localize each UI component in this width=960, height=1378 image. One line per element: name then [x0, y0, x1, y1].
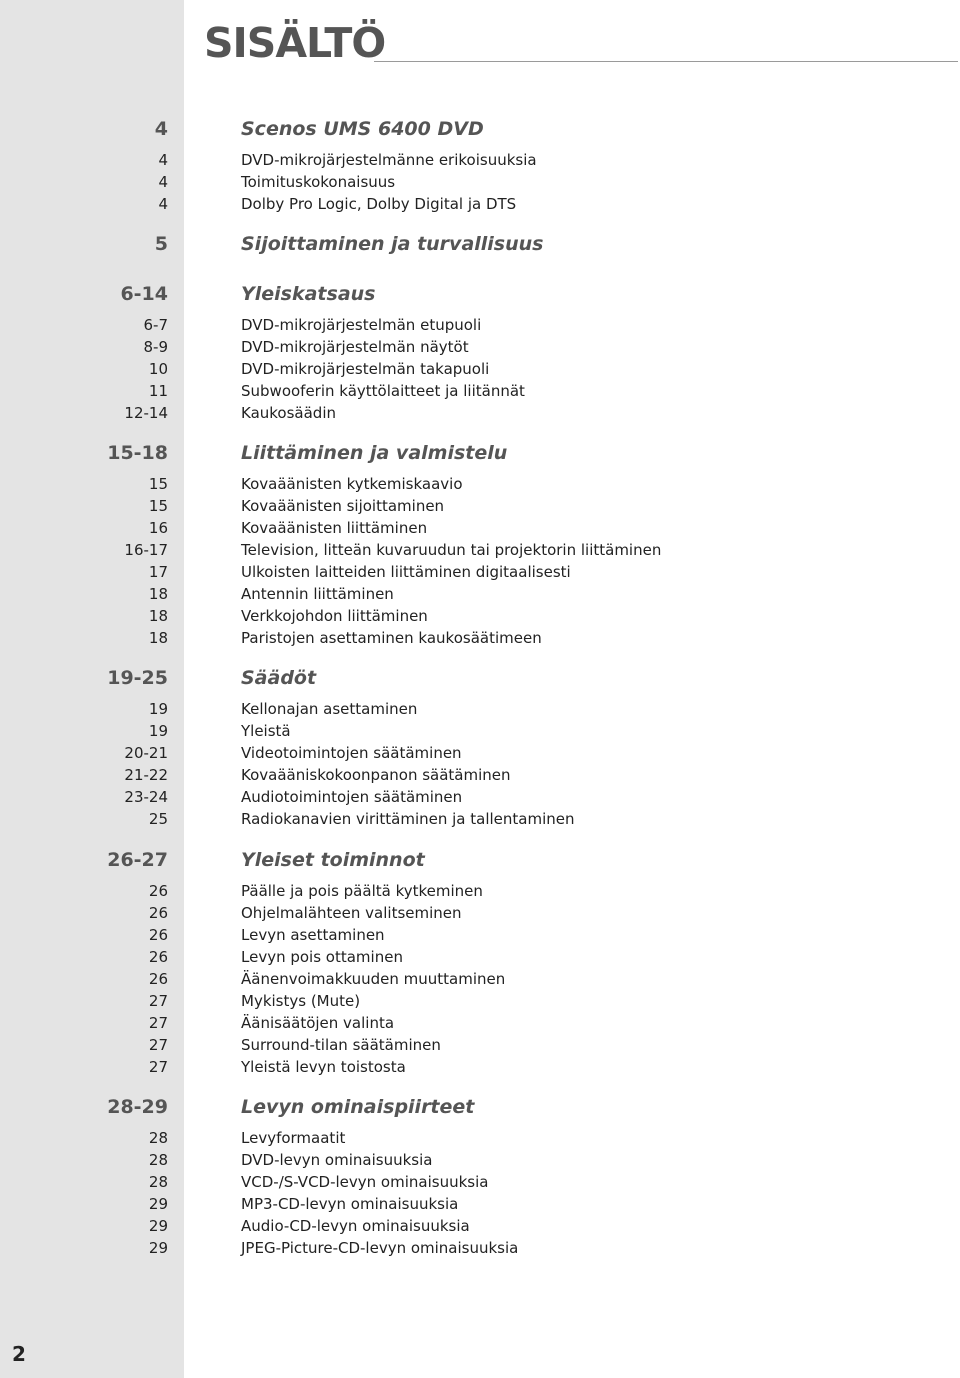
entry-page-number: 26 [148, 904, 168, 922]
entry-label: Levyn pois ottaminen [241, 947, 403, 966]
section-page-number: 6-14 [120, 283, 168, 305]
entry-page-number: 4 [158, 172, 168, 191]
section-title: Sijoittaminen ja turvallisuus [241, 233, 544, 255]
section-title: Scenos UMS 6400 DVD [241, 118, 484, 140]
entry-page-number: 19 [148, 700, 168, 718]
entry-page-number: 6-7 [143, 316, 168, 334]
entry-label: Ohjelmalähteen valitseminen [241, 904, 462, 922]
entry-label: VCD-/S-VCD-levyn ominaisuuksia [241, 1172, 489, 1191]
entry-label: Dolby Pro Logic, Dolby Digital ja DTS [241, 194, 517, 213]
entry-label: Kellonajan asettaminen [241, 700, 418, 718]
entry-page-number: 29 [148, 1216, 168, 1235]
entry-page-number: 26 [148, 969, 168, 988]
entry-label: Äänisäätöjen valinta [241, 1013, 395, 1032]
entry-label: Kaukosäädin [241, 403, 336, 422]
entry-page-number: 25 [148, 809, 168, 828]
section-page-number: 15-18 [107, 442, 168, 464]
entry-label: Audiotoimintojen säätäminen [241, 787, 463, 806]
entry-label: Videotoimintojen säätäminen [241, 743, 462, 762]
entry-label: Paristojen asettaminen kaukosäätimeen [241, 628, 542, 647]
entry-label: Subwooferin käyttölaitteet ja liitännät [241, 381, 525, 400]
entry-label: Mykistys (Mute) [241, 991, 361, 1010]
entry-label: Surround-tilan säätäminen [241, 1035, 441, 1054]
entry-label: DVD-mikrojärjestelmän etupuoli [241, 316, 482, 334]
entry-label: Levyn asettaminen [241, 925, 385, 944]
entry-page-number: 12-14 [124, 403, 168, 422]
entry-page-number: 29 [148, 1194, 168, 1213]
entry-page-number: 15 [148, 475, 168, 493]
entry-page-number: 27 [148, 1035, 168, 1054]
entry-label: DVD-mikrojärjestelmän takapuoli [241, 359, 490, 378]
page-number: 2 [12, 1342, 26, 1366]
entry-page-number: 27 [148, 1057, 168, 1076]
entry-page-number: 18 [148, 606, 168, 625]
section-title: Yleiset toiminnot [241, 849, 425, 871]
entry-page-number: 11 [148, 381, 168, 400]
entry-page-number: 29 [148, 1238, 168, 1257]
entry-label: Kovaäänisten kytkemiskaavio [241, 475, 463, 493]
entry-label: Yleistä levyn toistosta [241, 1057, 406, 1076]
entry-page-number: 26 [148, 882, 168, 900]
entry-page-number: 17 [148, 562, 168, 581]
entry-page-number: 16 [148, 518, 168, 537]
section-title: Yleiskatsaus [241, 283, 376, 305]
entry-label: Radiokanavien virittäminen ja tallentaminen [241, 809, 575, 828]
entry-label: Kovaääniskokoonpanon säätäminen [241, 765, 511, 784]
entry-page-number: 21-22 [124, 765, 168, 784]
entry-page-number: 18 [148, 584, 168, 603]
entry-page-number: 28 [148, 1129, 168, 1147]
section-title: Liittäminen ja valmistelu [241, 442, 508, 464]
entry-label: Television, litteän kuvaruudun tai projektorin liittäminen [241, 540, 662, 559]
section-page-number: 28-29 [107, 1096, 168, 1118]
entry-page-number: 26 [148, 947, 168, 966]
entry-label: DVD-mikrojärjestelmän näytöt [241, 337, 469, 356]
entry-page-number: 4 [158, 151, 168, 169]
entry-page-number: 23-24 [124, 787, 168, 806]
entry-label: Verkkojohdon liittäminen [241, 606, 428, 625]
entry-label: Kovaäänisten liittäminen [241, 518, 428, 537]
entry-page-number: 15 [148, 496, 168, 515]
entry-page-number: 28 [148, 1172, 168, 1191]
entry-page-number: 4 [158, 194, 168, 213]
entry-page-number: 28 [148, 1151, 168, 1169]
entry-label: Antennin liittäminen [241, 584, 394, 603]
entry-page-number: 10 [148, 359, 168, 378]
page-title: SISÄLTÖ [204, 19, 386, 67]
section-page-number: 26-27 [107, 849, 168, 871]
entry-label: DVD-levyn ominaisuuksia [241, 1151, 433, 1169]
title-rule [374, 61, 958, 62]
entry-page-number: 19 [148, 722, 168, 740]
entry-label: Levyformaatit [241, 1129, 346, 1147]
entry-page-number: 20-21 [124, 743, 168, 762]
entry-label: DVD-mikrojärjestelmänne erikoisuuksia [241, 151, 537, 169]
entry-label: Kovaäänisten sijoittaminen [241, 496, 445, 515]
section-page-number: 5 [154, 233, 168, 255]
entry-label: Audio-CD-levyn ominaisuuksia [241, 1216, 470, 1235]
entry-page-number: 27 [148, 1013, 168, 1032]
entry-label: Yleistä [241, 722, 291, 740]
section-title: Säädöt [241, 667, 317, 689]
entry-label: Äänenvoimakkuuden muuttaminen [241, 969, 506, 988]
entry-page-number: 18 [148, 628, 168, 647]
entry-page-number: 16-17 [124, 540, 168, 559]
entry-label: Ulkoisten laitteiden liittäminen digitaalisesti [241, 562, 571, 581]
entry-page-number: 27 [148, 991, 168, 1010]
entry-label: JPEG-Picture-CD-levyn ominaisuuksia [241, 1238, 519, 1257]
section-title: Levyn ominaispiirteet [241, 1096, 475, 1118]
entry-page-number: 26 [148, 925, 168, 944]
entry-page-number: 8-9 [143, 337, 168, 356]
entry-label: Toimituskokonaisuus [241, 172, 396, 191]
section-page-number: 4 [154, 118, 168, 140]
section-page-number: 19-25 [107, 667, 168, 689]
entry-label: MP3-CD-levyn ominaisuuksia [241, 1194, 459, 1213]
entry-label: Päälle ja pois päältä kytkeminen [241, 882, 483, 900]
